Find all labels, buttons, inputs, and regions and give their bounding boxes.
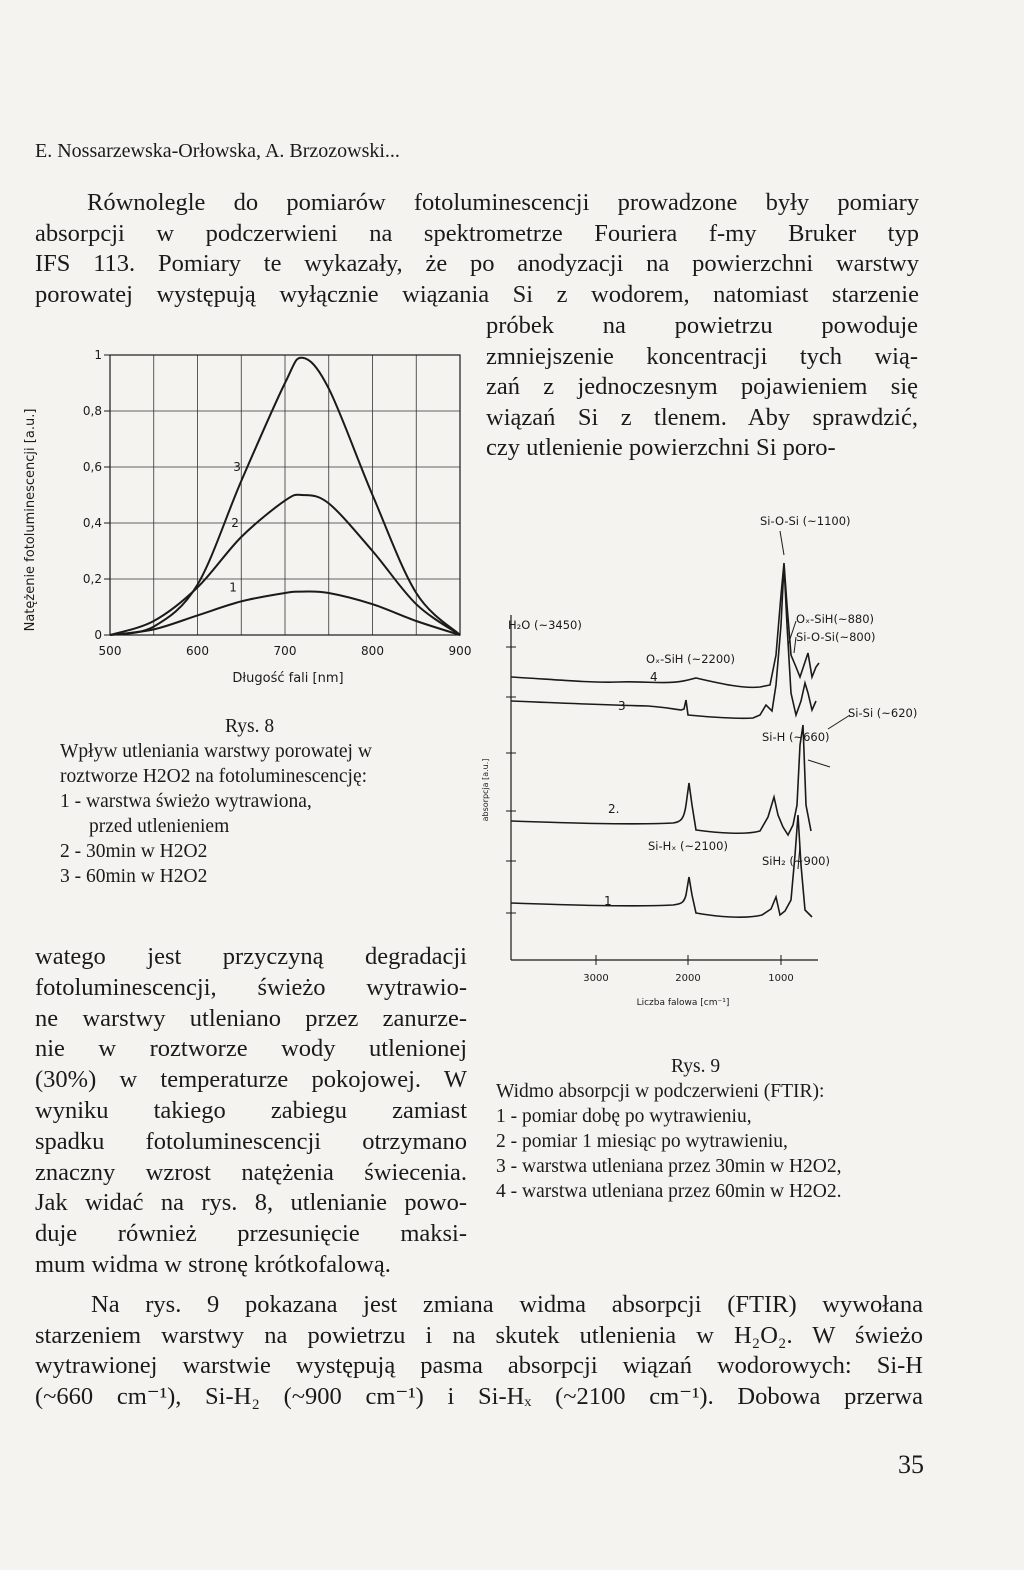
fig8-y-tick-label: 0,6 [82, 460, 102, 474]
paragraph-1-left-column [35, 942, 467, 1281]
fig8-caption-line: 2 - 30min w H2O2 [60, 841, 208, 862]
fig8-x-tick-label: 700 [273, 644, 297, 658]
text-line: Równolegle do pomiarów fotoluminescencji prowadzone były pomiary [87, 189, 919, 216]
text-line: porowatej występują wyłącznie wiązania Si z wodorem, natomiast starzenie [35, 280, 919, 308]
fig9-chart [478, 505, 938, 1035]
running-head: E. Nossarzewska-Orłowska, A. Brzozowski... [35, 140, 400, 162]
fig8-caption-line: 3 - 60min w H2O2 [60, 866, 208, 887]
paragraph-1-full [35, 188, 919, 310]
fig8-y-tick-label: 0,2 [82, 572, 102, 586]
fig9-caption-line: 3 - warstwa utleniana przez 30min w H2O2, [496, 1156, 842, 1177]
fig9-x-tick-label: 2000 [675, 973, 701, 984]
text-line: zań z jednoczesnym pojawieniem się [486, 373, 918, 400]
fig9-annotation: Si-Hₓ (~2100) [648, 839, 728, 853]
paragraph-1-right-column [486, 311, 918, 464]
fig9-curve-number: 1 [604, 894, 612, 908]
fig9-caption-line: 2 - pomiar 1 miesiąc po wytrawieniu, [496, 1131, 788, 1152]
fig8-series-label: 3 [233, 460, 241, 474]
fig9-x-axis-label: Liczba falowa [cm⁻¹] [636, 998, 730, 1008]
fig8-y-axis-label: Natężenie fotoluminescencji [a.u.] [23, 408, 38, 632]
text-line: Jak widać na rys. 8, utlenianie powo- [35, 1189, 467, 1217]
fig8-y-tick-label: 0,4 [82, 516, 102, 530]
fig8-series-label: 2 [231, 516, 239, 530]
fig9-annotation: Oₓ-SiH(~880) [796, 612, 875, 626]
fig8-x-tick-label: 500 [98, 644, 122, 658]
text-line: watego jest przyczyną degradacji [35, 943, 467, 970]
fig8-caption-line: przed utlenieniem [89, 816, 230, 837]
fig8-caption-line: Wpływ utleniania warstwy porowatej w [60, 741, 372, 762]
text-line: (~660 cm⁻¹), Si-H₂ (~900 cm⁻¹) i Si-Hₓ (~2100 cm⁻¹). Dobowa przerwa [35, 1382, 923, 1410]
fig8-y-tick-label: 0 [94, 628, 102, 642]
fig9-annotation: Si-Si (~620) [848, 706, 918, 720]
fig8-chart [20, 340, 480, 700]
fig9-annotation: Oₓ-SiH (~2200) [646, 652, 735, 666]
text-line: spadku fotoluminescencji otrzymano [35, 1127, 467, 1155]
fig9-caption [496, 1054, 841, 1204]
fig9-x-tick-label: 1000 [768, 973, 794, 984]
text-line: starzeniem warstwy na powietrzu i na skutek utlenienia w H₂O₂. W świeżo [35, 1321, 923, 1349]
text-line: zmniejszenie koncentracji tych wią- [486, 342, 918, 370]
fig8-caption-line: 1 - warstwa świeżo wytrawiona, [60, 791, 312, 812]
fig8-series-labels [229, 460, 241, 594]
text-line: czy utlenienie powierzchni Si poro- [486, 434, 836, 461]
fig9-curve-number: 4 [650, 670, 658, 684]
fig9-annotations [508, 514, 917, 868]
text-line: nie w roztworze wody utlenionej [35, 1035, 467, 1063]
fig9-series-3 [511, 565, 816, 718]
text-line: (30%) w temperaturze pokojowej. W [35, 1066, 467, 1094]
paragraph-2 [35, 1290, 923, 1412]
fig9-caption-line: 1 - pomiar dobę po wytrawieniu, [496, 1106, 752, 1127]
text-line: Na rys. 9 pokazana jest zmiana widma absorpcji (FTIR) wywołana [91, 1291, 923, 1318]
fig8-ticks [83, 348, 472, 658]
fig9-caption-line: Widmo absorpcji w podczerwieni (FTIR): [496, 1081, 825, 1102]
fig9-x-tick-label: 3000 [583, 973, 609, 984]
fig8-x-tick-label: 600 [186, 644, 209, 658]
fig8-x-tick-label: 800 [361, 644, 384, 658]
fig9-caption-line: 4 - warstwa utleniana przez 60min w H2O2. [496, 1181, 842, 1202]
text-line: ne warstwy utleniano przez zanurze- [35, 1004, 467, 1032]
fig9-annotation: Si-O-Si (~1100) [760, 514, 851, 528]
fig9-annotation: Si-O-Si(~800) [796, 630, 876, 644]
text-line: wytrawionej warstwie występują pasma absorpcji wiązań wodorowych: Si-H [35, 1352, 923, 1379]
text-line: duje również przesunięcie maksi- [35, 1220, 467, 1248]
fig8-y-tick-label: 0,8 [82, 404, 102, 418]
text-line: fotoluminescencji, świeżo wytrawio- [35, 973, 467, 1001]
text-line: wyniku takiego zabiegu zamiast [35, 1096, 467, 1124]
fig9-annotation: SiH₂ (~900) [762, 854, 830, 868]
fig9-annotation: Si-H (~660) [762, 730, 830, 744]
fig9-y-axis-label: absorpcja [a.u.] [481, 758, 490, 822]
fig8-title: Rys. 8 [225, 716, 275, 737]
text-line: próbek na powietrzu powoduje [486, 312, 918, 339]
fig8-x-axis-label: Długość fali [nm] [232, 671, 344, 686]
fig9-curve-number: 2. [608, 802, 620, 816]
text-line: mum widma w stronę krótkofalową. [35, 1250, 391, 1278]
fig8-caption-line: roztworze H2O2 na fotoluminescencję: [60, 766, 368, 787]
fig8-x-tick-label: 900 [448, 644, 472, 658]
text-line: wiązań Si z tlenem. Aby sprawdzić, [486, 403, 918, 431]
text-line: IFS 113. Pomiary te wykazały, że po anodyzacji na powierzchni warstwy [35, 250, 919, 277]
fig8-series-label: 1 [229, 580, 237, 595]
text-line: absorpcji w podczerwieni na spektrometrze Fouriera f-my Bruker typ [35, 219, 919, 247]
fig9-leader-lines [780, 531, 850, 869]
page-number: 35 [898, 1450, 924, 1479]
fig8-y-tick-label: 1 [94, 348, 102, 362]
fig8-caption [60, 714, 372, 889]
fig9-curve-number: 3 [618, 699, 626, 713]
text-line: znaczny wzrost natężenia świecenia. [35, 1158, 467, 1186]
fig9-title: Rys. 9 [671, 1056, 721, 1077]
fig9-annotation: H₂O (~3450) [508, 618, 582, 632]
